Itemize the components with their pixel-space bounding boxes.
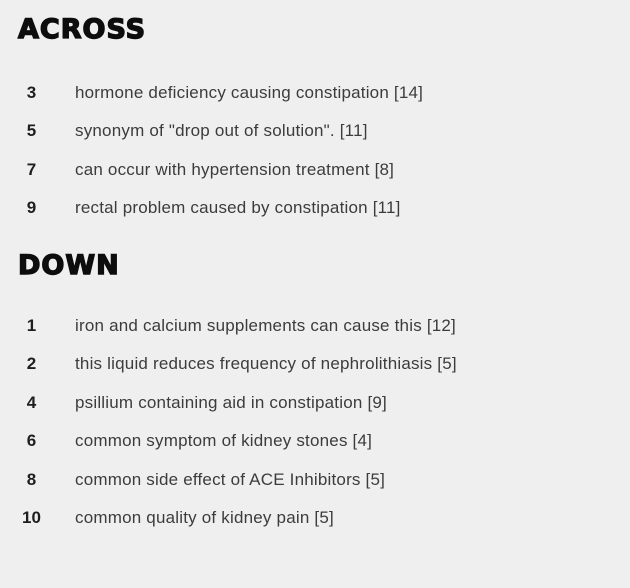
clue-row <box>0 159 630 183</box>
clue-text: psillium containing aid in constipation [9] <box>75 393 387 412</box>
clue-row <box>0 392 630 416</box>
clue-number: 3 <box>26 83 37 102</box>
clue-text: common symptom of kidney stones [4] <box>75 431 373 450</box>
clue-text: hormone deficiency causing constipation [14] <box>75 83 424 102</box>
clue-text: can occur with hypertension treatment [8] <box>75 160 395 179</box>
clue-number: 1 <box>26 316 37 335</box>
clue-number: 5 <box>26 121 37 140</box>
clue-row <box>0 507 630 531</box>
clue-number: 2 <box>26 354 37 373</box>
across-section-title: ACROSS <box>18 14 147 45</box>
clue-row <box>0 353 630 377</box>
clue-text: iron and calcium supplements can cause this [12] <box>75 316 456 335</box>
clue-text: common quality of kidney pain [5] <box>75 508 334 527</box>
down-section-title: DOWN <box>18 250 120 281</box>
clue-text: rectal problem caused by constipation [11] <box>75 198 401 217</box>
clue-number: 4 <box>26 393 37 412</box>
clue-number: 6 <box>26 431 37 450</box>
clue-text: this liquid reduces frequency of nephrolithiasis [5] <box>75 354 457 373</box>
clue-number: 10 <box>22 508 41 527</box>
clue-row <box>0 197 630 221</box>
clue-text: common side effect of ACE Inhibitors [5] <box>75 470 386 489</box>
clue-text: synonym of "drop out of solution". [11] <box>75 121 368 140</box>
clue-row <box>0 430 630 454</box>
clue-row <box>0 469 630 493</box>
clue-row <box>0 120 630 144</box>
clue-row <box>0 82 630 106</box>
clue-number: 7 <box>26 160 37 179</box>
clue-number: 8 <box>26 470 37 489</box>
clue-number: 9 <box>26 198 37 217</box>
clue-row <box>0 315 630 339</box>
